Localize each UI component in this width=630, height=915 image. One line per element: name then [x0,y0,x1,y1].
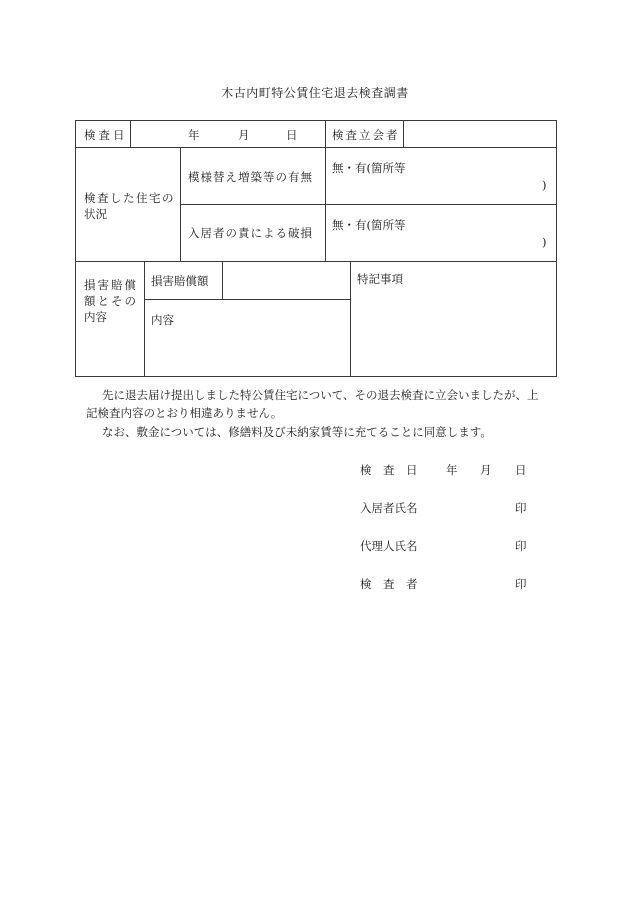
sign-day-label: 日 [515,463,527,477]
date-month-label: 月 [238,128,250,142]
compensation-amount-label: 損害賠償額 [151,274,209,288]
statement-line-3: なお、敷金については、修繕料及び未納家賃等に充てることに同意します。 [102,425,492,439]
agent-name-label: 代理人氏名 [360,539,418,553]
table-row-divider [75,261,557,262]
table-border-bottom [75,376,557,377]
compensation-label-line3: 内容 [84,310,107,324]
compensation-label-line1: 損害賠償 [84,278,138,292]
remodel-value: 無・有(箇所等 [332,161,406,175]
table-border-left [75,120,76,377]
damage-close-paren: ) [542,235,547,249]
content-label: 内容 [151,313,174,327]
inspector-seal-mark: 印 [515,577,527,591]
statement-line-2: 記検査内容のとおり相違ありません。 [86,406,283,420]
witness-label: 検査立会者 [332,128,400,142]
table-col-divider [403,120,404,147]
remodel-label: 模様替え増築等の有無 [188,170,313,184]
table-col-divider [180,147,181,261]
table-col-divider [144,261,145,376]
damage-label: 入居者の責による破損 [188,226,313,240]
table-row-divider [144,299,350,300]
inspector-label: 検 査 者 [360,577,418,591]
sign-month-label: 月 [480,463,492,477]
table-border-right [556,120,557,377]
table-col-divider [130,120,131,147]
table-row-divider [75,147,557,148]
date-year-label: 年 [188,128,200,142]
resident-seal-mark: 印 [515,501,527,515]
resident-name-label: 入居者氏名 [360,501,418,515]
statement-line-1: 先に退去届け提出しました特公賃住宅について、その退去検査に立会いましたが、上 [102,388,539,402]
table-col-divider [325,120,326,261]
table-col-divider [350,261,351,376]
sign-year-label: 年 [446,463,458,477]
housing-status-label-line2: 状況 [84,207,107,221]
damage-value: 無・有(箇所等 [332,218,406,232]
housing-status-label-line1: 検査した住宅の [84,191,175,205]
table-border-top [75,120,557,121]
agent-seal-mark: 印 [515,539,527,553]
date-day-label: 日 [286,128,298,142]
special-notes-label: 特記事項 [357,272,403,286]
sign-inspection-date-label: 検 査 日 [360,463,418,477]
remodel-close-paren: ) [542,178,547,192]
compensation-label-line2: 額とその [84,294,138,308]
table-row-divider [180,204,557,205]
document-title: 木古内町特公賃住宅退去検査調書 [221,86,409,100]
inspection-date-label: 検査日 [84,128,128,142]
table-col-divider [222,261,223,299]
